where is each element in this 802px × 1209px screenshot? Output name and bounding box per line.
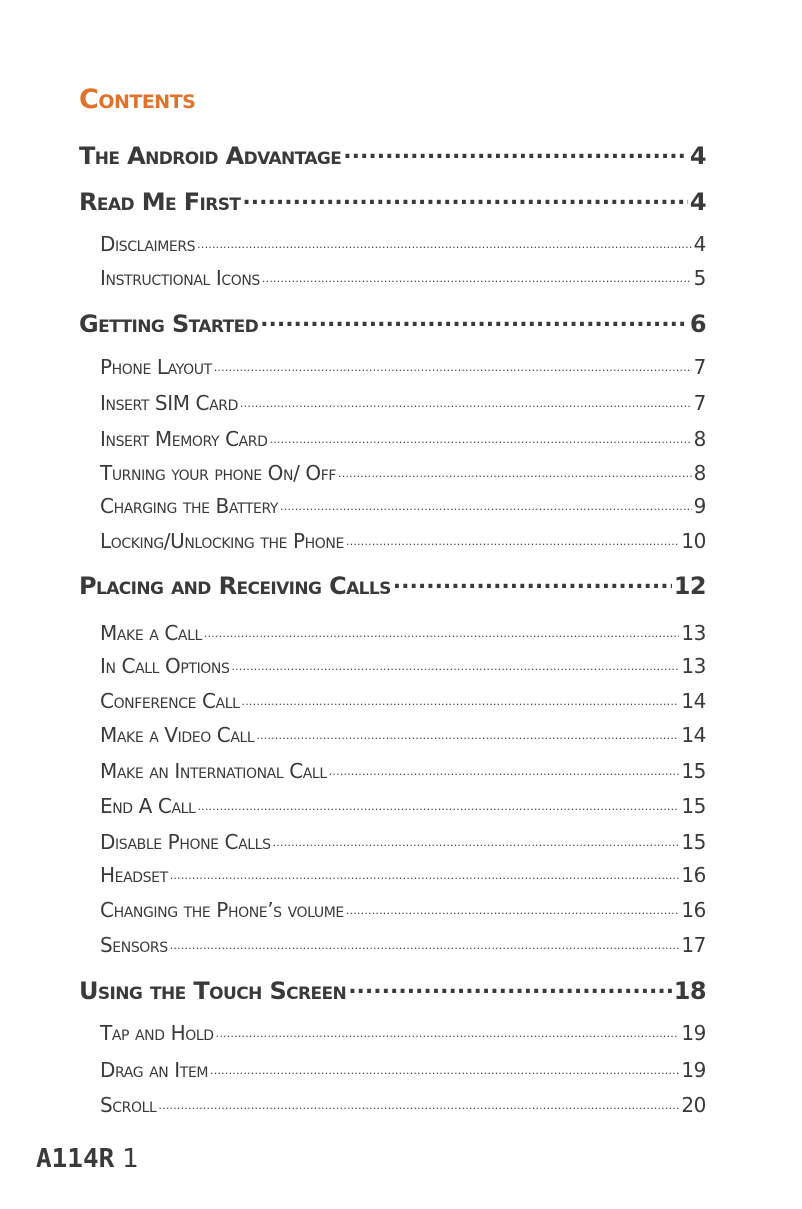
toc-entry-label: Make a Call xyxy=(100,621,202,645)
toc-entry-label: Using the Touch Screen xyxy=(79,977,347,1005)
toc-subsection-entry[interactable] xyxy=(100,653,706,678)
toc-subsection-entry[interactable] xyxy=(100,829,706,854)
toc-entry-label: Placing and Receiving Calls xyxy=(79,572,391,600)
toc-entry-page-number: 7 xyxy=(693,391,706,415)
toc-entry-label: Read Me First xyxy=(79,188,241,216)
toc-entry-page-number: 10 xyxy=(681,529,706,553)
toc-entry-page-number: 17 xyxy=(681,933,706,957)
toc-subsection-entry[interactable] xyxy=(100,354,706,379)
page-footer xyxy=(36,1144,139,1174)
dot-leader xyxy=(273,829,680,849)
toc-entry-page-number: 4 xyxy=(689,142,706,170)
dot-leader xyxy=(170,932,680,952)
dot-leader xyxy=(260,308,688,332)
toc-subsection-entry[interactable] xyxy=(100,1020,706,1045)
page-title: Contents xyxy=(79,84,196,115)
toc-subsection-entry[interactable] xyxy=(100,1057,706,1082)
dot-leader xyxy=(346,528,679,548)
toc-section-entry[interactable] xyxy=(79,186,706,216)
toc-entry-page-number: 6 xyxy=(689,310,706,338)
toc-entry-label: Instructional Icons xyxy=(100,266,260,290)
toc-entry-label: The Android Advantage xyxy=(79,142,342,170)
toc-entry-label: Headset xyxy=(100,863,168,887)
toc-entry-label: Scroll xyxy=(100,1093,157,1117)
toc-entry-label: Locking/Unlocking the Phone xyxy=(100,529,344,553)
toc-entry-label: Make a Video Call xyxy=(100,723,255,747)
toc-entry-label: Conference Call xyxy=(100,689,240,713)
toc-entry-page-number: 15 xyxy=(681,830,706,854)
dot-leader xyxy=(348,975,672,999)
dot-leader xyxy=(262,265,692,285)
toc-subsection-entry[interactable] xyxy=(100,493,706,518)
toc-entry-page-number: 5 xyxy=(693,266,706,290)
toc-entry-label: Getting Started xyxy=(79,310,259,338)
toc-entry-page-number: 19 xyxy=(681,1021,706,1045)
dot-leader xyxy=(197,793,679,813)
dot-leader xyxy=(204,620,679,640)
toc-subsection-entry[interactable] xyxy=(100,426,706,451)
dot-leader xyxy=(216,1020,680,1040)
toc-entry-page-number: 14 xyxy=(681,689,706,713)
dot-leader xyxy=(338,460,692,480)
toc-section-entry[interactable] xyxy=(79,308,706,338)
toc-entry-page-number: 20 xyxy=(681,1093,706,1117)
toc-subsection-entry[interactable] xyxy=(100,793,706,818)
toc-entry-label: Turning your phone On/ Off xyxy=(100,461,337,485)
dot-leader xyxy=(231,653,679,673)
toc-subsection-entry[interactable] xyxy=(100,722,706,747)
toc-subsection-entry[interactable] xyxy=(100,862,706,887)
dot-leader xyxy=(242,688,680,708)
toc-section-entry[interactable] xyxy=(79,975,706,1005)
toc-entry-label: Tap and Hold xyxy=(100,1021,214,1045)
toc-subsection-entry[interactable] xyxy=(100,390,706,415)
dot-leader xyxy=(158,1092,679,1112)
toc-entry-label: Disable Phone Calls xyxy=(100,830,271,854)
toc-subsection-entry[interactable] xyxy=(100,265,706,290)
toc-subsection-entry[interactable] xyxy=(100,231,706,256)
toc-subsection-entry[interactable] xyxy=(100,620,706,645)
dot-leader xyxy=(242,186,687,210)
dot-leader xyxy=(170,862,680,882)
toc-entry-page-number: 15 xyxy=(681,794,706,818)
toc-entry-label: Insert Memory Card xyxy=(100,427,268,451)
dot-leader xyxy=(346,897,680,917)
dot-leader xyxy=(393,570,672,594)
toc-entry-page-number: 16 xyxy=(681,898,706,922)
toc-subsection-entry[interactable] xyxy=(100,460,706,485)
toc-entry-page-number: 15 xyxy=(681,759,706,783)
dot-leader xyxy=(197,231,692,251)
toc-subsection-entry[interactable] xyxy=(100,688,706,713)
toc-subsection-entry[interactable] xyxy=(100,1092,706,1117)
toc-subsection-entry[interactable] xyxy=(100,528,706,553)
toc-entry-label: Sensors xyxy=(100,933,168,957)
toc-entry-page-number: 14 xyxy=(681,723,706,747)
toc-subsection-entry[interactable] xyxy=(100,897,706,922)
page-number: 1 xyxy=(122,1144,139,1174)
toc-entry-page-number: 18 xyxy=(673,977,706,1005)
toc-entry-label: Charging the Battery xyxy=(100,494,279,518)
toc-entry-page-number: 8 xyxy=(693,461,706,485)
toc-entry-page-number: 7 xyxy=(693,355,706,379)
toc-entry-page-number: 13 xyxy=(681,621,706,645)
toc-entry-label: Changing the Phone’s volume xyxy=(100,898,344,922)
dot-leader xyxy=(240,390,692,410)
toc-entry-page-number: 12 xyxy=(673,572,706,600)
dot-leader xyxy=(214,354,692,374)
toc-entry-label: End A Call xyxy=(100,794,196,818)
toc-entry-label: Phone Layout xyxy=(100,355,212,379)
dot-leader xyxy=(256,722,679,742)
toc-entry-page-number: 16 xyxy=(681,863,706,887)
toc-entry-page-number: 13 xyxy=(681,654,706,678)
toc-entry-page-number: 9 xyxy=(693,494,706,518)
toc-entry-label: Disclaimers xyxy=(100,232,196,256)
toc-subsection-entry[interactable] xyxy=(100,932,706,957)
model-name: A114R xyxy=(36,1144,115,1174)
dot-leader xyxy=(343,140,688,164)
toc-entry-page-number: 4 xyxy=(689,188,706,216)
toc-section-entry[interactable] xyxy=(79,140,706,170)
toc-entry-label: Make an International Call xyxy=(100,759,327,783)
dot-leader xyxy=(270,426,692,446)
toc-entry-page-number: 8 xyxy=(693,427,706,451)
dot-leader xyxy=(329,758,680,778)
toc-entry-page-number: 19 xyxy=(681,1058,706,1082)
toc-subsection-entry[interactable] xyxy=(100,758,706,783)
dot-leader xyxy=(210,1057,679,1077)
toc-entry-label: Insert SIM Card xyxy=(100,391,238,415)
dot-leader xyxy=(280,493,692,513)
toc-entry-page-number: 4 xyxy=(693,232,706,256)
toc-entry-label: Drag an Item xyxy=(100,1058,209,1082)
toc-entry-label: In Call Options xyxy=(100,654,230,678)
toc-section-entry[interactable] xyxy=(79,570,706,600)
